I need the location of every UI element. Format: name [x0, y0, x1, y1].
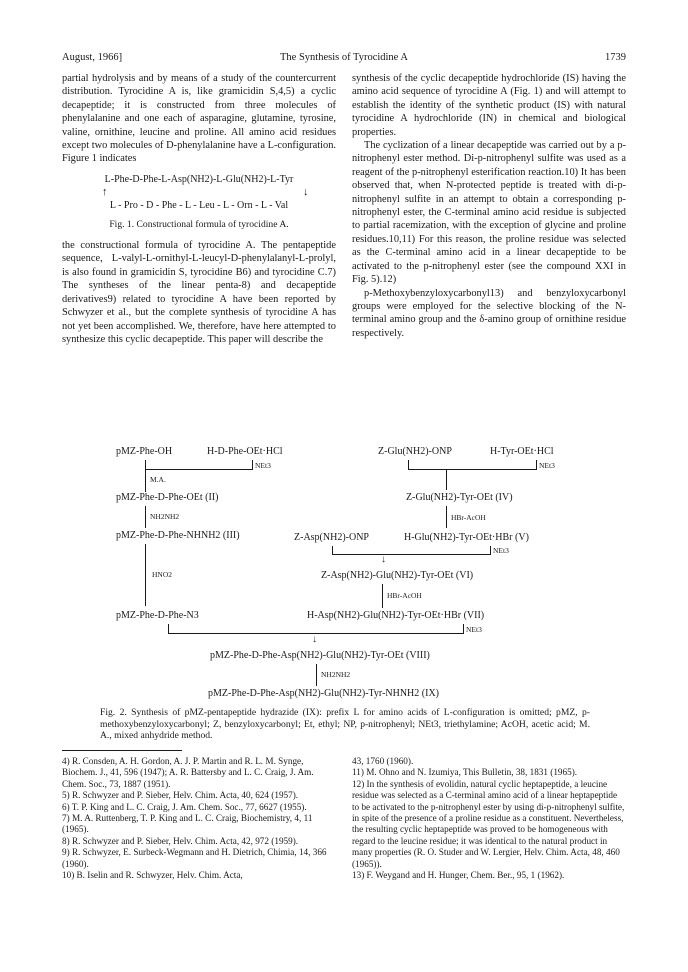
right-paragraph-2: The cyclization of a linear decapeptide was carried out by a p-nitrophenyl ester method. Di-p-nitrophenyl sulfite was used as a reagent of the p-nitrophenyl esterification reaction.10) It has been observed that, when N-protected peptide is treated with di-p-nitrophenyl sulfite in an attempt to obtain a corresponding p-nitrophenyl ester, the C-terminal amino acid residue is subjected to partial racemization, with the exception of glycine and proline residues.10,11) For this reason, the proline residue was selected as the C-terminal amino acid in a linear decapeptide to be activated to the p-nitrophenyl ester (see the compound XXI in Fig. 5).12): [352, 140, 626, 286]
scheme-arrow-line: [446, 470, 447, 490]
page-number: 1739: [605, 52, 626, 63]
compound-VI: Z-Asp(NH2)-Glu(NH2)-Tyr-OEt (VI): [321, 570, 474, 581]
reagent-hbr-acoh: HBr-AcOH: [387, 591, 422, 600]
scheme-bracket: [145, 469, 252, 470]
scheme-bracket: [408, 469, 536, 470]
reference-13: 13) F. Weygand and H. Hunger, Chem. Ber., 95, 1 (1962).: [352, 870, 565, 881]
scheme-arrow-line: [145, 544, 146, 606]
reference-6: 6) T. P. King and L. C. Craig, J. Am. Chem. Soc., 77, 6627 (1955).: [62, 801, 307, 812]
right-paragraph-3: p-Methoxybenzyloxycarbonyl13) and benzyloxycarbonyl groups were employed for the selective blocking of the N-terminal amino group and the δ-amino group of ornithine residue respectively.: [352, 287, 626, 339]
scheme-arrowhead: ↓: [381, 554, 386, 565]
scheme-arrow-line: [446, 506, 447, 528]
compound-III: pMZ-Phe-D-Phe-NHNH2 (III): [116, 530, 240, 541]
reagent-net3: NEt3: [539, 461, 555, 470]
reagent-nh2nh2: NH2NH2: [150, 512, 180, 521]
scheme-arrow-line: [145, 506, 146, 528]
scheme-z-glu-onp: Z-Glu(NH2)-ONP: [378, 446, 452, 457]
scheme-arrow-line: [145, 470, 146, 492]
scheme-h-tyr-oet: H-Tyr-OEt·HCl: [490, 446, 554, 457]
reagent-hno2: HNO2: [152, 570, 172, 579]
running-header-title: The Synthesis of Tyrocidine A: [280, 52, 408, 63]
scheme-z-asp-onp: Z-Asp(NH2)-ONP: [294, 532, 369, 543]
running-header-date: August, 1966]: [62, 52, 123, 63]
reference-8: 8) R. Schwyzer and P. Sieber, Helv. Chim. Acta, 42, 972 (1959).: [62, 835, 299, 846]
fig1-caption: Fig. 1. Constructional formula of tyrocidine A.: [109, 218, 289, 230]
reagent-net3: NEt3: [466, 625, 482, 634]
reference-5: 5) R. Schwyzer and P. Sieber, Helv. Chim. Acta, 40, 624 (1957).: [62, 790, 299, 801]
reagent-ma: M.A.: [150, 475, 166, 484]
scheme-arrow-line: [316, 664, 317, 686]
compound-IX: pMZ-Phe-D-Phe-Asp(NH2)-Glu(NH2)-Tyr-NHNH2 (IX): [208, 688, 439, 699]
scheme-bracket: [490, 546, 491, 555]
compound-azide: pMZ-Phe-D-Phe-N3: [116, 610, 199, 621]
scheme-h-dphe-oet: H-D-Phe-OEt·HCl: [207, 446, 283, 457]
reference-10: 10) B. Iselin and R. Schwyzer, Helv. Chim. Acta,: [62, 870, 243, 881]
right-paragraph-1: synthesis of the cyclic decapeptide hydrochloride (IS) having the amino acid sequence of tyrocidine A (Fig. 1) and will attempt to establish the identity of the synthetic product (IS) with natural tyrocidine A hydrochloride (IN) in chemical and biological properties.: [352, 73, 626, 138]
reagent-nh2nh2: NH2NH2: [321, 670, 351, 679]
footnote-rule: [62, 750, 182, 751]
scheme-bracket: [463, 624, 464, 634]
reagent-net3: NEt3: [255, 461, 271, 470]
reagent-net3: NEt3: [493, 546, 509, 555]
scheme-arrow-line: [382, 584, 383, 608]
scheme-arrowhead: ↓: [312, 634, 317, 645]
references-left: [62, 756, 336, 881]
scheme-bracket: [536, 460, 537, 470]
references-right: [352, 756, 626, 881]
left-paragraph-1: partial hydrolysis and by means of a study of the countercurrent distribution. Tyrocidine A is, like gramicidin S,4,5) a cyclic decapeptide; it is constructed from three molecules of phenylalanine and one each of asparagine, glutamine, tyrosine, valine, ornithine, leucine and proline. All amino acid residues except two molecules of D-phenylalanine have a L-configuration. Figure 1 indicates: [62, 73, 336, 165]
reagent-hbr-acoh: HBr-AcOH: [451, 513, 486, 522]
scheme-bracket: [332, 554, 490, 555]
compound-V: H-Glu(NH2)-Tyr-OEt·HBr (V): [404, 532, 529, 543]
compound-II: pMZ-Phe-D-Phe-OEt (II): [116, 492, 219, 503]
reference-7: 7) M. A. Ruttenberg, T. P. King and L. C. Craig, Biochemistry, 4, 11 (1965).: [62, 813, 313, 835]
scheme-bracket: [252, 460, 253, 470]
compound-VIII: pMZ-Phe-D-Phe-Asp(NH2)-Glu(NH2)-Tyr-OEt (VIII): [210, 650, 430, 661]
reference-12: 12) In the synthesis of evolidin, natural cyclic heptapeptide, a leucine residue was selected as a C-terminal amino acid of a linear heptapeptide to be activated to the p-nitrophenyl ester by using di-p-nitrophenyl sulfite, in spite of the presence of a proline residue as a constituent. Nevertheless, the resulting cyclic heptapeptide was proved to be homogeneous with regard to the leucine residue; it was identical to the natural product in many properties (R. O. Studer and W. Lergier, Helv. Chim. Acta, 48, 460 (1965)).: [352, 778, 625, 869]
scheme-pmz-phe-oh: pMZ-Phe-OH: [116, 446, 173, 457]
reference-9: 9) R. Schwyzer, E. Surbeck-Wegmann and H. Dietrich, Chimia, 14, 366 (1960).: [62, 847, 327, 869]
formula-line-1: L-Phe-D-Phe-L-Asp(NH2)-L-Glu(NH2)-L-Tyr: [104, 173, 294, 185]
reference-4: 4) R. Consden, A. H. Gordon, A. J. P. Martin and R. L. M. Synge, Biochem. J., 41, 596 (1947); A. R. Battersby and L. C. Craig, J. Am. Chem. Soc., 73, 1887 (1951).: [62, 756, 314, 789]
compound-VII: H-Asp(NH2)-Glu(NH2)-Tyr-OEt·HBr (VII): [307, 610, 485, 621]
compound-IV: Z-Glu(NH2)-Tyr-OEt (IV): [406, 492, 513, 503]
formula-line-2: L - Pro - D - Phe - L - Leu - L - Orn - L - Val: [109, 200, 289, 212]
left-paragraph-2: the constructional formula of tyrocidine A. The pentapeptide sequence, L-valyl-L-ornithyl-L-leucyl-D-phenylalanyl-L-prolyl, is also found in gramicidin S, tyrocidine B6) and tyrocidine C.7) The syntheses of the linear penta-8) and decapeptide derivatives9) related to tyrocidine A have been reported by Schwyzer et al., but the complete synthesis of tyrocidine A has not yet been accomplished. We, therefore, have here attempted to synthesize this cyclic decapeptide. This paper will describe the: [62, 240, 336, 345]
fig2-caption: Fig. 2. Synthesis of pMZ-pentapeptide hydrazide (IX): prefix L for amino acids of L-configuration is omitted; pMZ, p-methoxybenzyloxycarbonyl; Z, benzyloxycarbonyl; Et, ethyl; NP, p-nitrophenyl; NEt3, triethylamine; AcOH, acetic acid; M. A., mixed anhydride method.: [100, 707, 590, 742]
reference-11: 11) M. Ohno and N. Izumiya, This Bulletin, 38, 1831 (1965).: [352, 767, 578, 778]
formula-down-arrow: ↓: [303, 186, 309, 199]
reference-10-cont: 43, 1760 (1960).: [352, 756, 414, 766]
formula-up-arrow: ↑: [102, 186, 108, 199]
